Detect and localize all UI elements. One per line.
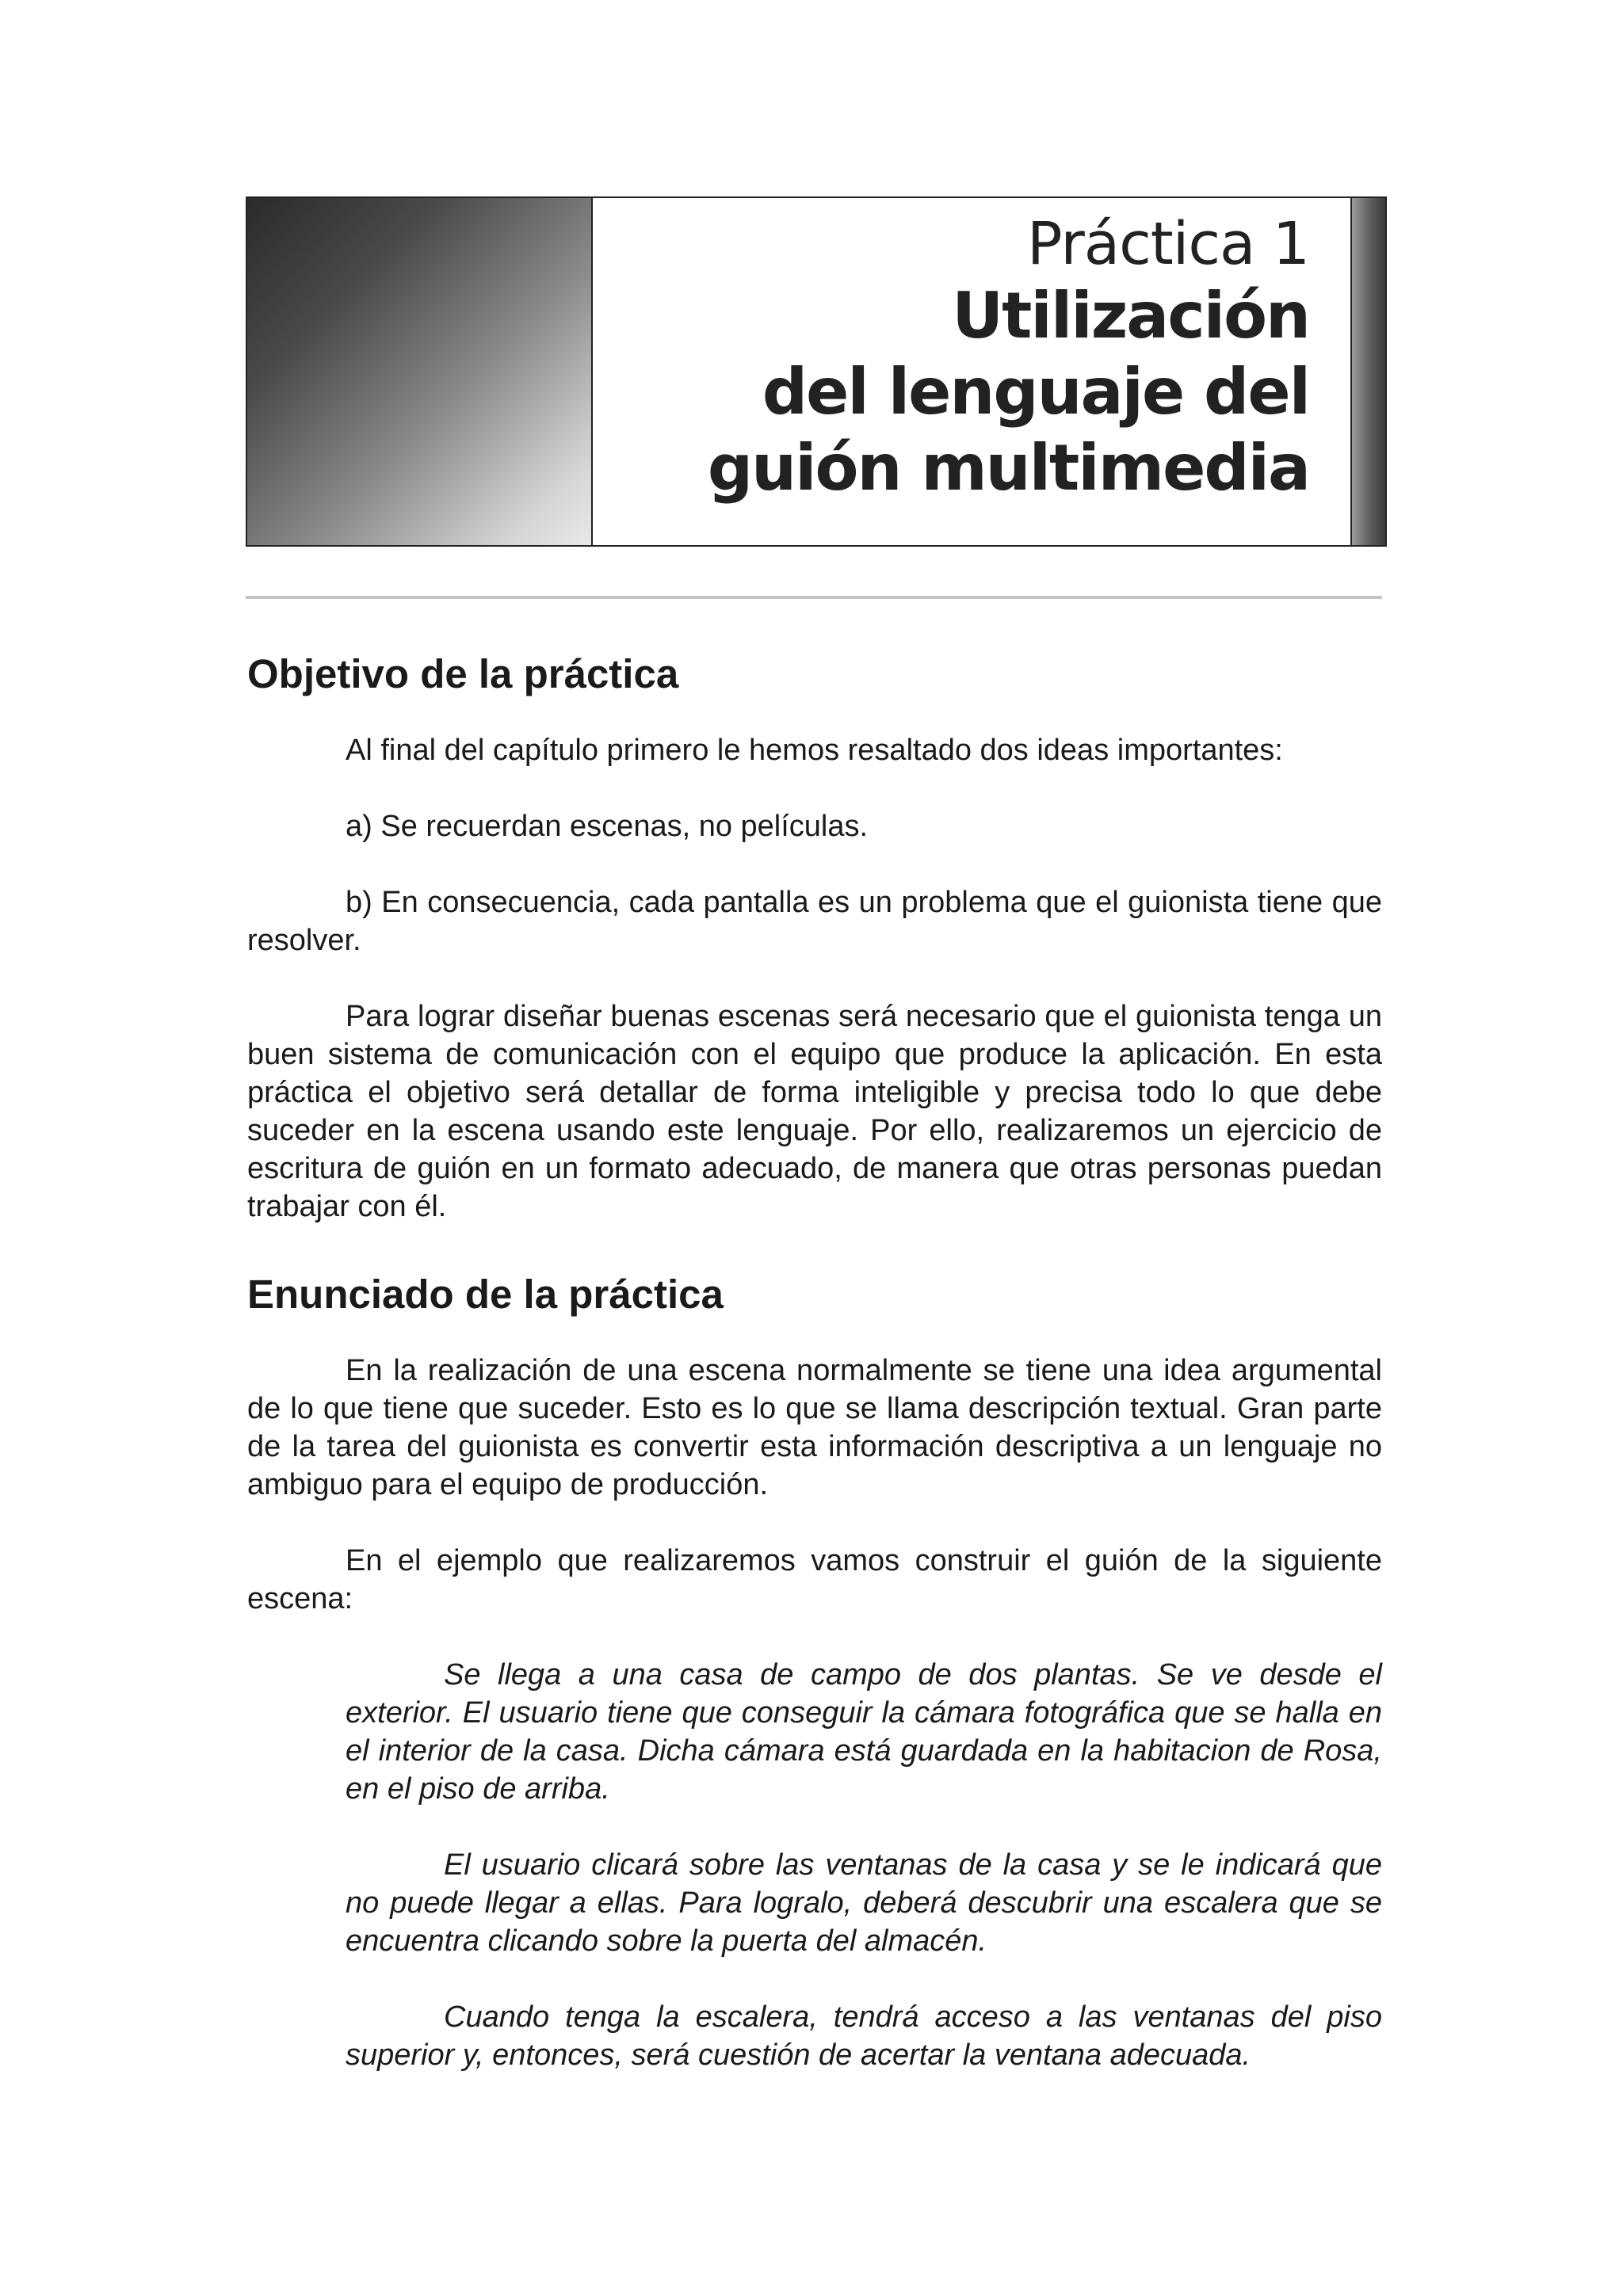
banner-gradient-panel bbox=[247, 198, 593, 545]
section-heading-objetivo: Objetivo de la práctica bbox=[247, 651, 679, 696]
quote-paragraph: El usuario clicará sobre las ventanas de la casa y se le indicará que no puede llegar a ellas. Para logralo, deberá descubrir una escalera que se encuentra clicando sobre la puerta del almacén. bbox=[346, 1848, 1382, 1958]
page-content bbox=[247, 650, 1382, 2112]
paragraph: En el ejemplo que realizaremos vamos construir el guión de la siguiente escena: bbox=[247, 1544, 1382, 1616]
scene-description-quote bbox=[346, 1656, 1382, 2074]
header-divider bbox=[246, 596, 1382, 599]
chapter-banner bbox=[246, 196, 1387, 547]
banner-right-strip bbox=[1350, 198, 1385, 545]
paragraph: a) Se recuerdan escenas, no películas. bbox=[346, 810, 869, 844]
paragraph: Para lograr diseñar buenas escenas será necesario que el guionista tenga un buen sistema de comunicación con el equipo que produce la aplicación. En esta práctica el objetivo será detallar de forma inteligible y precisa todo lo que debe suceder en la escena usando este lenguaje. Por ello, realizaremos un ejercicio de escritura de guión en un formato adecuado, de manera que otras personas puedan trabajar con él. bbox=[247, 1000, 1382, 1224]
practice-number: Práctica 1 bbox=[1027, 210, 1309, 278]
banner-title-block bbox=[593, 198, 1350, 545]
section-objetivo bbox=[247, 650, 1382, 1226]
section-heading-enunciado: Enunciado de la práctica bbox=[247, 1272, 724, 1318]
paragraph: En la realización de una escena normalmente se tiene una idea argumental de lo que tiene que suceder. Esto es lo que se llama descripción textual. Gran parte de la tarea del guionista es convertir esta información descriptiva a un lenguaje no ambiguo para el equipo de producción. bbox=[247, 1354, 1382, 1502]
paragraph: b) En consecuencia, cada pantalla es un problema que el guionista tiene que resolver. bbox=[247, 886, 1382, 958]
chapter-title-line-3: guión multimedia bbox=[707, 431, 1309, 505]
quote-paragraph: Cuando tenga la escalera, tendrá acceso a las ventanas del piso superior y, entonces, será cuestión de acertar la ventana adecuada. bbox=[346, 2000, 1382, 2073]
chapter-title-line-1: Utilización bbox=[952, 279, 1309, 353]
section-enunciado bbox=[247, 1270, 1382, 2074]
chapter-title-line-2: del lenguaje del bbox=[762, 355, 1309, 429]
quote-paragraph: Se llega a una casa de campo de dos plantas. Se ve desde el exterior. El usuario tiene que conseguir la cámara fotográfica que se halla en el interior de la casa. Dicha cámara está guardada en la habitacion de Rosa, en el piso de arriba. bbox=[346, 1658, 1382, 1806]
paragraph: Al final del capítulo primero le hemos resaltado dos ideas importantes: bbox=[346, 734, 1283, 768]
